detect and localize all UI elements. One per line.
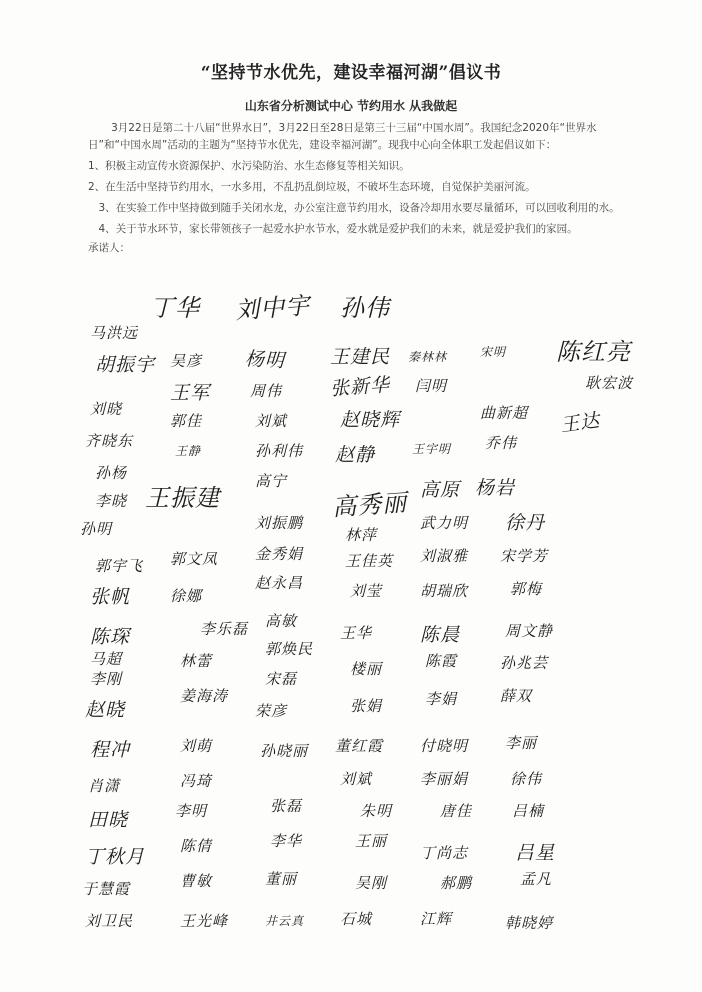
signature: 徐丹 [505, 512, 546, 534]
signature: 陈霞 [425, 652, 458, 670]
pledge-item-2: 2、在生活中坚持节约用水，一水多用，不乱扔乱倒垃圾，不破坏生态环境，自觉保护美丽河流。 [88, 181, 536, 193]
signature: 陈晨 [420, 624, 461, 646]
signature: 林萍 [345, 526, 378, 544]
signature: 于慧霞 [82, 880, 131, 898]
signature: 王军 [170, 382, 211, 404]
signature: 李刚 [90, 670, 123, 688]
signature: 杨岩 [475, 477, 516, 499]
signature: 徐娜 [170, 587, 203, 605]
signature: 陈琛 [90, 626, 131, 648]
signature: 刘卫民 [85, 912, 134, 930]
signature: 齐晓东 [85, 432, 134, 450]
signature: 李丽 [505, 734, 538, 752]
signers-label: 承诺人： [88, 242, 130, 254]
signature: 王佳英 [345, 552, 394, 570]
signature: 付晓明 [420, 737, 469, 755]
signature: 张磊 [270, 797, 303, 815]
signature: 宋磊 [265, 670, 298, 688]
signature: 石城 [340, 910, 373, 928]
signature: 朱明 [360, 802, 393, 820]
signature: 孙杨 [95, 464, 128, 482]
signature: 吕楠 [512, 802, 545, 820]
signature: 陈红亮 [556, 338, 631, 366]
signature: 韩晓婷 [505, 914, 554, 932]
signature: 郭宇飞 [95, 557, 144, 575]
signature: 刘淑雅 [420, 547, 469, 565]
signature: 吴彦 [170, 352, 203, 370]
signature: 孙伟 [340, 294, 390, 322]
signature: 孙利伟 [255, 442, 304, 460]
signature: 刘斌 [340, 770, 373, 788]
signature: 陈倩 [180, 837, 213, 855]
signature: 楼丽 [350, 660, 383, 678]
signature: 郭梅 [510, 580, 543, 598]
signature: 肖潇 [88, 777, 121, 795]
signature: 杨明 [244, 347, 286, 373]
signature: 董红霞 [335, 737, 384, 755]
signature: 荣彦 [255, 702, 288, 720]
signature: 王达 [558, 409, 602, 437]
signature: 张新华 [329, 373, 391, 401]
signature: 耿宏波 [585, 374, 634, 392]
signature: 徐伟 [510, 770, 543, 788]
signature: 宋学芳 [500, 547, 549, 565]
pledge-item-4: 4、关于节水环节，家长带领孩子一起爱水护水节水，爱水就是爱护我们的未来，就是爱护我们的家园。 [98, 223, 578, 235]
signature: 李华 [270, 832, 303, 850]
signature: 姜海涛 [180, 687, 229, 705]
signature: 井云真 [265, 914, 305, 928]
signature: 刘斌 [255, 412, 288, 430]
signature: 高敏 [265, 612, 298, 630]
signature: 孟凡 [520, 870, 553, 888]
signature: 李明 [175, 802, 208, 820]
signature: 张娟 [350, 697, 383, 715]
signature: 武力明 [420, 514, 469, 532]
signature: 丁华 [150, 294, 200, 322]
signature: 宋明 [480, 345, 507, 359]
signature: 林蕾 [180, 652, 213, 670]
signature: 高宁 [255, 472, 288, 490]
signature: 高秀丽 [331, 488, 409, 522]
signature: 李乐磊 [200, 620, 249, 638]
signature: 王丽 [355, 832, 388, 850]
document-title: “坚持节水优先，建设幸福河湖”倡议书 [200, 63, 502, 83]
signature: 李丽娟 [420, 770, 469, 788]
signature: 丁秋月 [85, 846, 146, 868]
signature: 赵永昌 [255, 574, 304, 592]
signature: 赵晓辉 [340, 409, 401, 431]
signature: 赵晓 [85, 699, 126, 721]
signature: 唐佳 [440, 802, 473, 820]
signature: 王华 [340, 624, 373, 642]
signature: 王宇明 [412, 442, 452, 456]
signature: 马超 [90, 650, 123, 668]
signature: 胡瑞欣 [420, 582, 469, 600]
signature: 江辉 [420, 910, 453, 928]
signature: 曲新超 [480, 404, 529, 422]
signature: 周文静 [505, 622, 554, 640]
signature: 吴刚 [355, 874, 388, 892]
pledge-item-3: 3、在实验工作中坚持做到随手关闭水龙，办公室注意节约用水，设备冷却用水要尽量循环，可以回收利用的水。 [98, 202, 620, 214]
signature: 孙明 [80, 520, 113, 538]
intro-paragraph: 3月22日是第二十八届“世界水日”，3月22日至28日是第三十三届“中国水周”。我国纪念2020年“世界水日”和“中国水周”活动的主题为“坚持节水优先，建设幸福河湖”。现我中心向全体职工发起倡议如下： [88, 122, 597, 151]
signature: 田晓 [88, 809, 129, 831]
signature: 冯琦 [180, 772, 213, 790]
signature: 刘振鹏 [255, 514, 304, 532]
signature: 郭佳 [170, 412, 203, 430]
signature: 高原 [420, 479, 461, 501]
signature: 郭焕民 [265, 640, 314, 658]
signature: 丁尚志 [420, 844, 469, 862]
signature: 郝鹏 [440, 874, 473, 892]
signature: 王振建 [145, 484, 220, 512]
signature: 李娟 [425, 690, 458, 708]
signature: 秦林林 [408, 350, 448, 364]
signature: 曹敏 [180, 872, 213, 890]
signature: 胡振宇 [95, 354, 156, 376]
signature: 赵静 [335, 444, 376, 466]
signature: 马洪远 [90, 324, 139, 342]
signature: 吕星 [515, 842, 556, 864]
signature: 薛双 [500, 687, 533, 705]
signature: 刘萌 [180, 737, 213, 755]
signature: 周伟 [250, 382, 283, 400]
signature: 王静 [175, 444, 202, 458]
signature: 刘中宇 [234, 291, 312, 325]
signature: 董丽 [265, 870, 298, 888]
signature: 刘晓 [90, 400, 123, 418]
signature: 孙兆芸 [500, 654, 549, 672]
document-subtitle: 山东省分析测试中心 节约用水 从我做起 [244, 99, 458, 113]
signature: 郭文凤 [170, 550, 219, 568]
signature: 王光峰 [180, 912, 229, 930]
signature: 乔伟 [485, 434, 518, 452]
signature: 王建民 [330, 346, 391, 368]
signature: 金秀娟 [255, 545, 304, 563]
signature: 孙晓丽 [260, 742, 309, 760]
pledge-item-1: 1、积极主动宣传水资源保护、水污染防治、水生态修复等相关知识。 [88, 160, 410, 172]
signature: 张帆 [90, 586, 131, 608]
signature: 李晓 [95, 492, 128, 510]
signature: 闫明 [415, 377, 448, 395]
signature: 程冲 [90, 739, 131, 761]
signature: 刘莹 [350, 582, 383, 600]
